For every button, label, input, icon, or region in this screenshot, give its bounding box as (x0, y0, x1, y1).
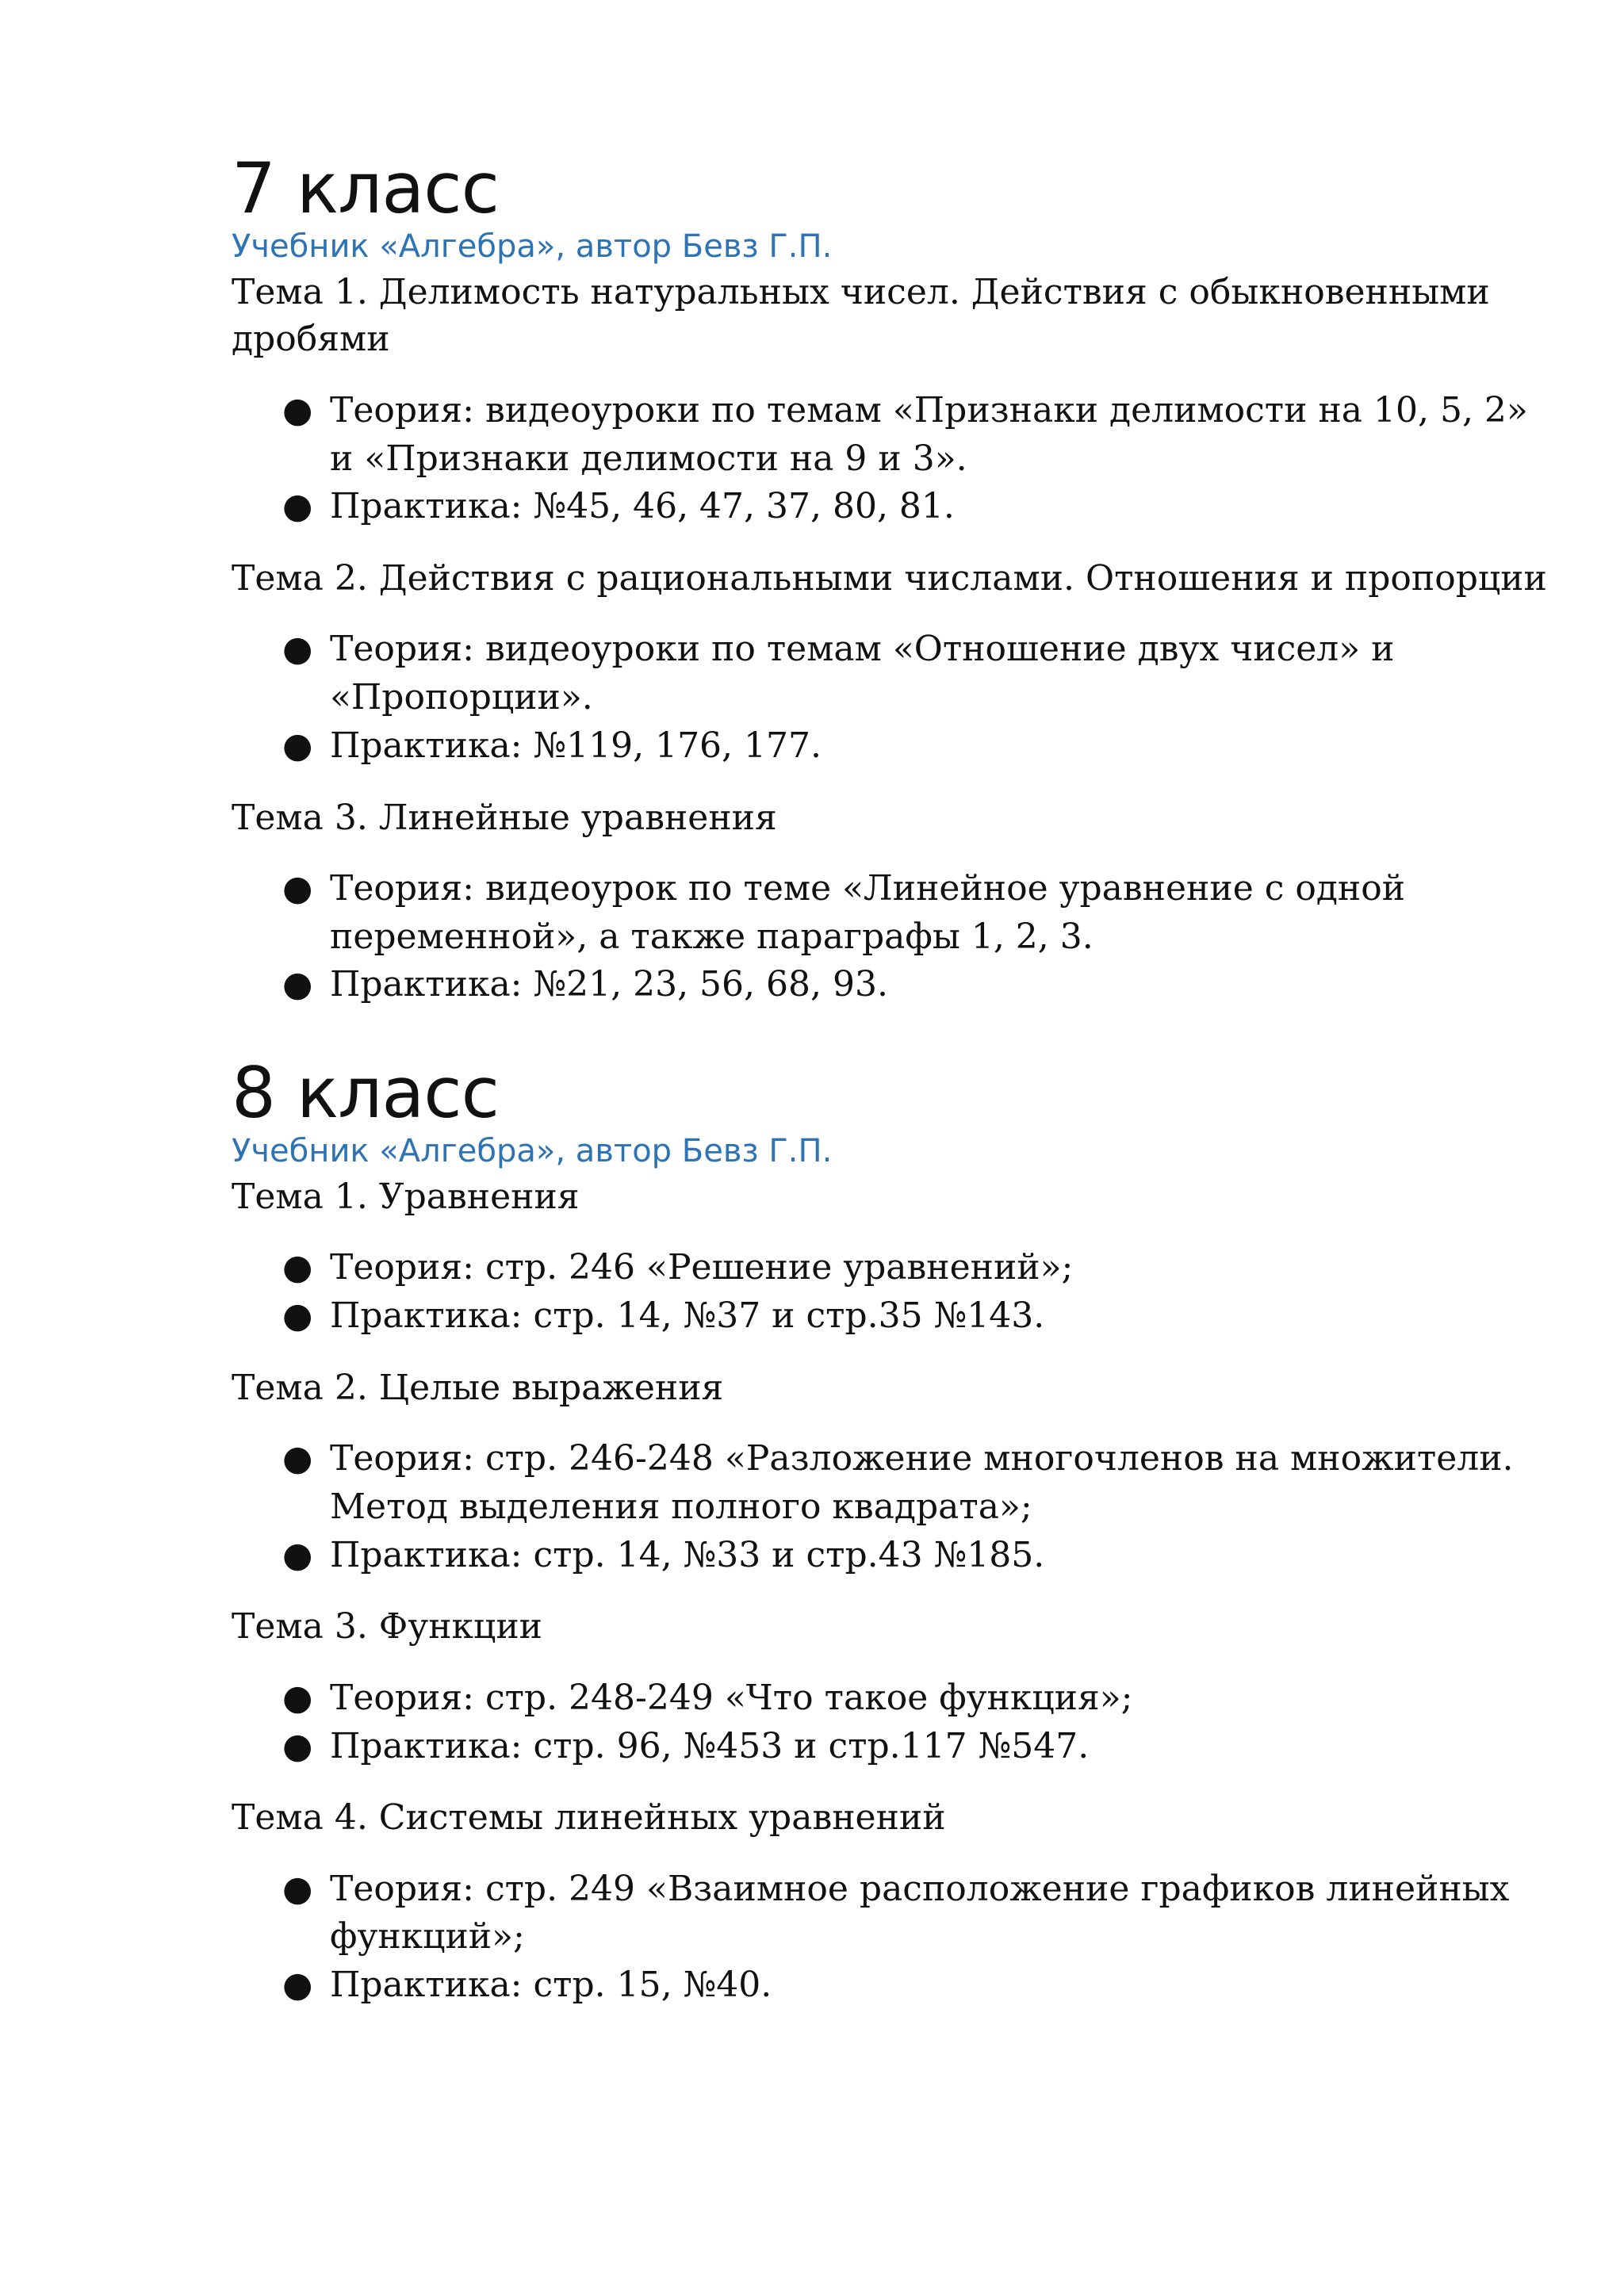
list-item-practice (282, 1961, 1548, 2010)
grade-title: 8 класс (232, 1052, 500, 1135)
grade-section-8 (232, 1052, 1548, 2010)
topic-title: Тема 4. Системы линейных уравнений (232, 1797, 946, 1839)
bullet-icon: ● (282, 1868, 313, 1909)
grade-section-7 (232, 147, 1548, 1009)
bullet-icon: ● (282, 1677, 313, 1718)
bullet-icon: ● (282, 867, 313, 909)
theory-text: Теория: стр. 249 «Взаимное расположение графиков линейных функций»; (330, 1868, 1510, 1957)
topic-list (232, 387, 1548, 531)
topic-title: Тема 3. Функции (232, 1606, 542, 1647)
theory-text: Теория: видеоурок по теме «Линейное уравнение с одной переменной», а также параграфы 1, 2, 3. (330, 867, 1406, 957)
practice-text: Практика: стр. 14, №37 и стр.35 №143. (330, 1295, 1045, 1337)
document-page (232, 147, 1548, 2056)
topic-block (232, 1603, 1548, 1770)
topic-block (232, 555, 1548, 771)
theory-text: Теория: стр. 246-248 «Разложение многочленов на множители. Метод выделения полного квадрата»; (330, 1438, 1514, 1528)
topic-list (232, 1244, 1548, 1340)
bullet-icon: ● (282, 486, 313, 527)
textbook-subtitle: Учебник «Алгебра», автор Бевз Г.П. (232, 1133, 833, 1170)
bullet-icon: ● (282, 1295, 313, 1337)
list-item-theory (282, 1674, 1548, 1723)
topic-title: Тема 2. Действия с рациональными числами. Отношения и пропорции (232, 557, 1547, 599)
list-item-theory (282, 1244, 1548, 1292)
list-item-theory (282, 1866, 1548, 1961)
bullet-icon: ● (282, 1247, 313, 1288)
practice-text: Практика: стр. 14, №33 и стр.43 №185. (330, 1534, 1045, 1575)
topic-title: Тема 2. Целые выражения (232, 1367, 724, 1408)
bullet-icon: ● (282, 1965, 313, 2006)
topic-list (232, 1866, 1548, 2010)
list-item-practice (282, 483, 1548, 531)
practice-text: Практика: №45, 46, 47, 37, 80, 81. (330, 486, 955, 527)
bullet-icon: ● (282, 1725, 313, 1766)
topic-title: Тема 1. Делимость натуральных чисел. Действия с обыкновенными дробями (232, 272, 1490, 360)
topic-title: Тема 3. Линейные уравнения (232, 797, 777, 838)
topic-list (232, 626, 1548, 770)
practice-text: Практика: №119, 176, 177. (330, 725, 822, 766)
topic-block (232, 1794, 1548, 2010)
topic-list (232, 1674, 1548, 1770)
topic-list (232, 1435, 1548, 1579)
topic-list (232, 865, 1548, 1009)
topic-title: Тема 1. Уравнения (232, 1177, 580, 1218)
topic-block (232, 1364, 1548, 1580)
list-item-theory (282, 626, 1548, 721)
practice-text: Практика: стр. 15, №40. (330, 1965, 772, 2006)
list-item-practice (282, 961, 1548, 1009)
bullet-icon: ● (282, 389, 313, 430)
list-item-practice (282, 1292, 1548, 1341)
bullet-icon: ● (282, 1438, 313, 1479)
bullet-icon: ● (282, 725, 313, 766)
theory-text: Теория: видеоуроки по темам «Отношение двух чисел» и «Пропорции». (330, 629, 1395, 718)
topic-block (232, 794, 1548, 1010)
theory-text: Теория: видеоуроки по темам «Признаки делимости на 10, 5, 2» и «Признаки делимости на 9 и 3». (330, 389, 1528, 479)
list-item-theory (282, 865, 1548, 961)
list-item-practice (282, 1723, 1548, 1771)
list-item-theory (282, 1435, 1548, 1531)
list-item-theory (282, 387, 1548, 483)
bullet-icon: ● (282, 964, 313, 1005)
list-item-practice (282, 1532, 1548, 1580)
topic-block (232, 269, 1548, 531)
grade-title: 7 класс (232, 147, 500, 229)
practice-text: Практика: №21, 23, 56, 68, 93. (330, 964, 888, 1005)
bullet-icon: ● (282, 629, 313, 670)
topic-block (232, 1173, 1548, 1341)
practice-text: Практика: стр. 96, №453 и стр.117 №547. (330, 1725, 1090, 1766)
theory-text: Теория: стр. 248-249 «Что такое функция»; (330, 1677, 1133, 1718)
list-item-practice (282, 722, 1548, 771)
bullet-icon: ● (282, 1534, 313, 1575)
theory-text: Теория: стр. 246 «Решение уравнений»; (330, 1247, 1074, 1288)
textbook-subtitle: Учебник «Алгебра», автор Бевз Г.П. (232, 228, 833, 266)
